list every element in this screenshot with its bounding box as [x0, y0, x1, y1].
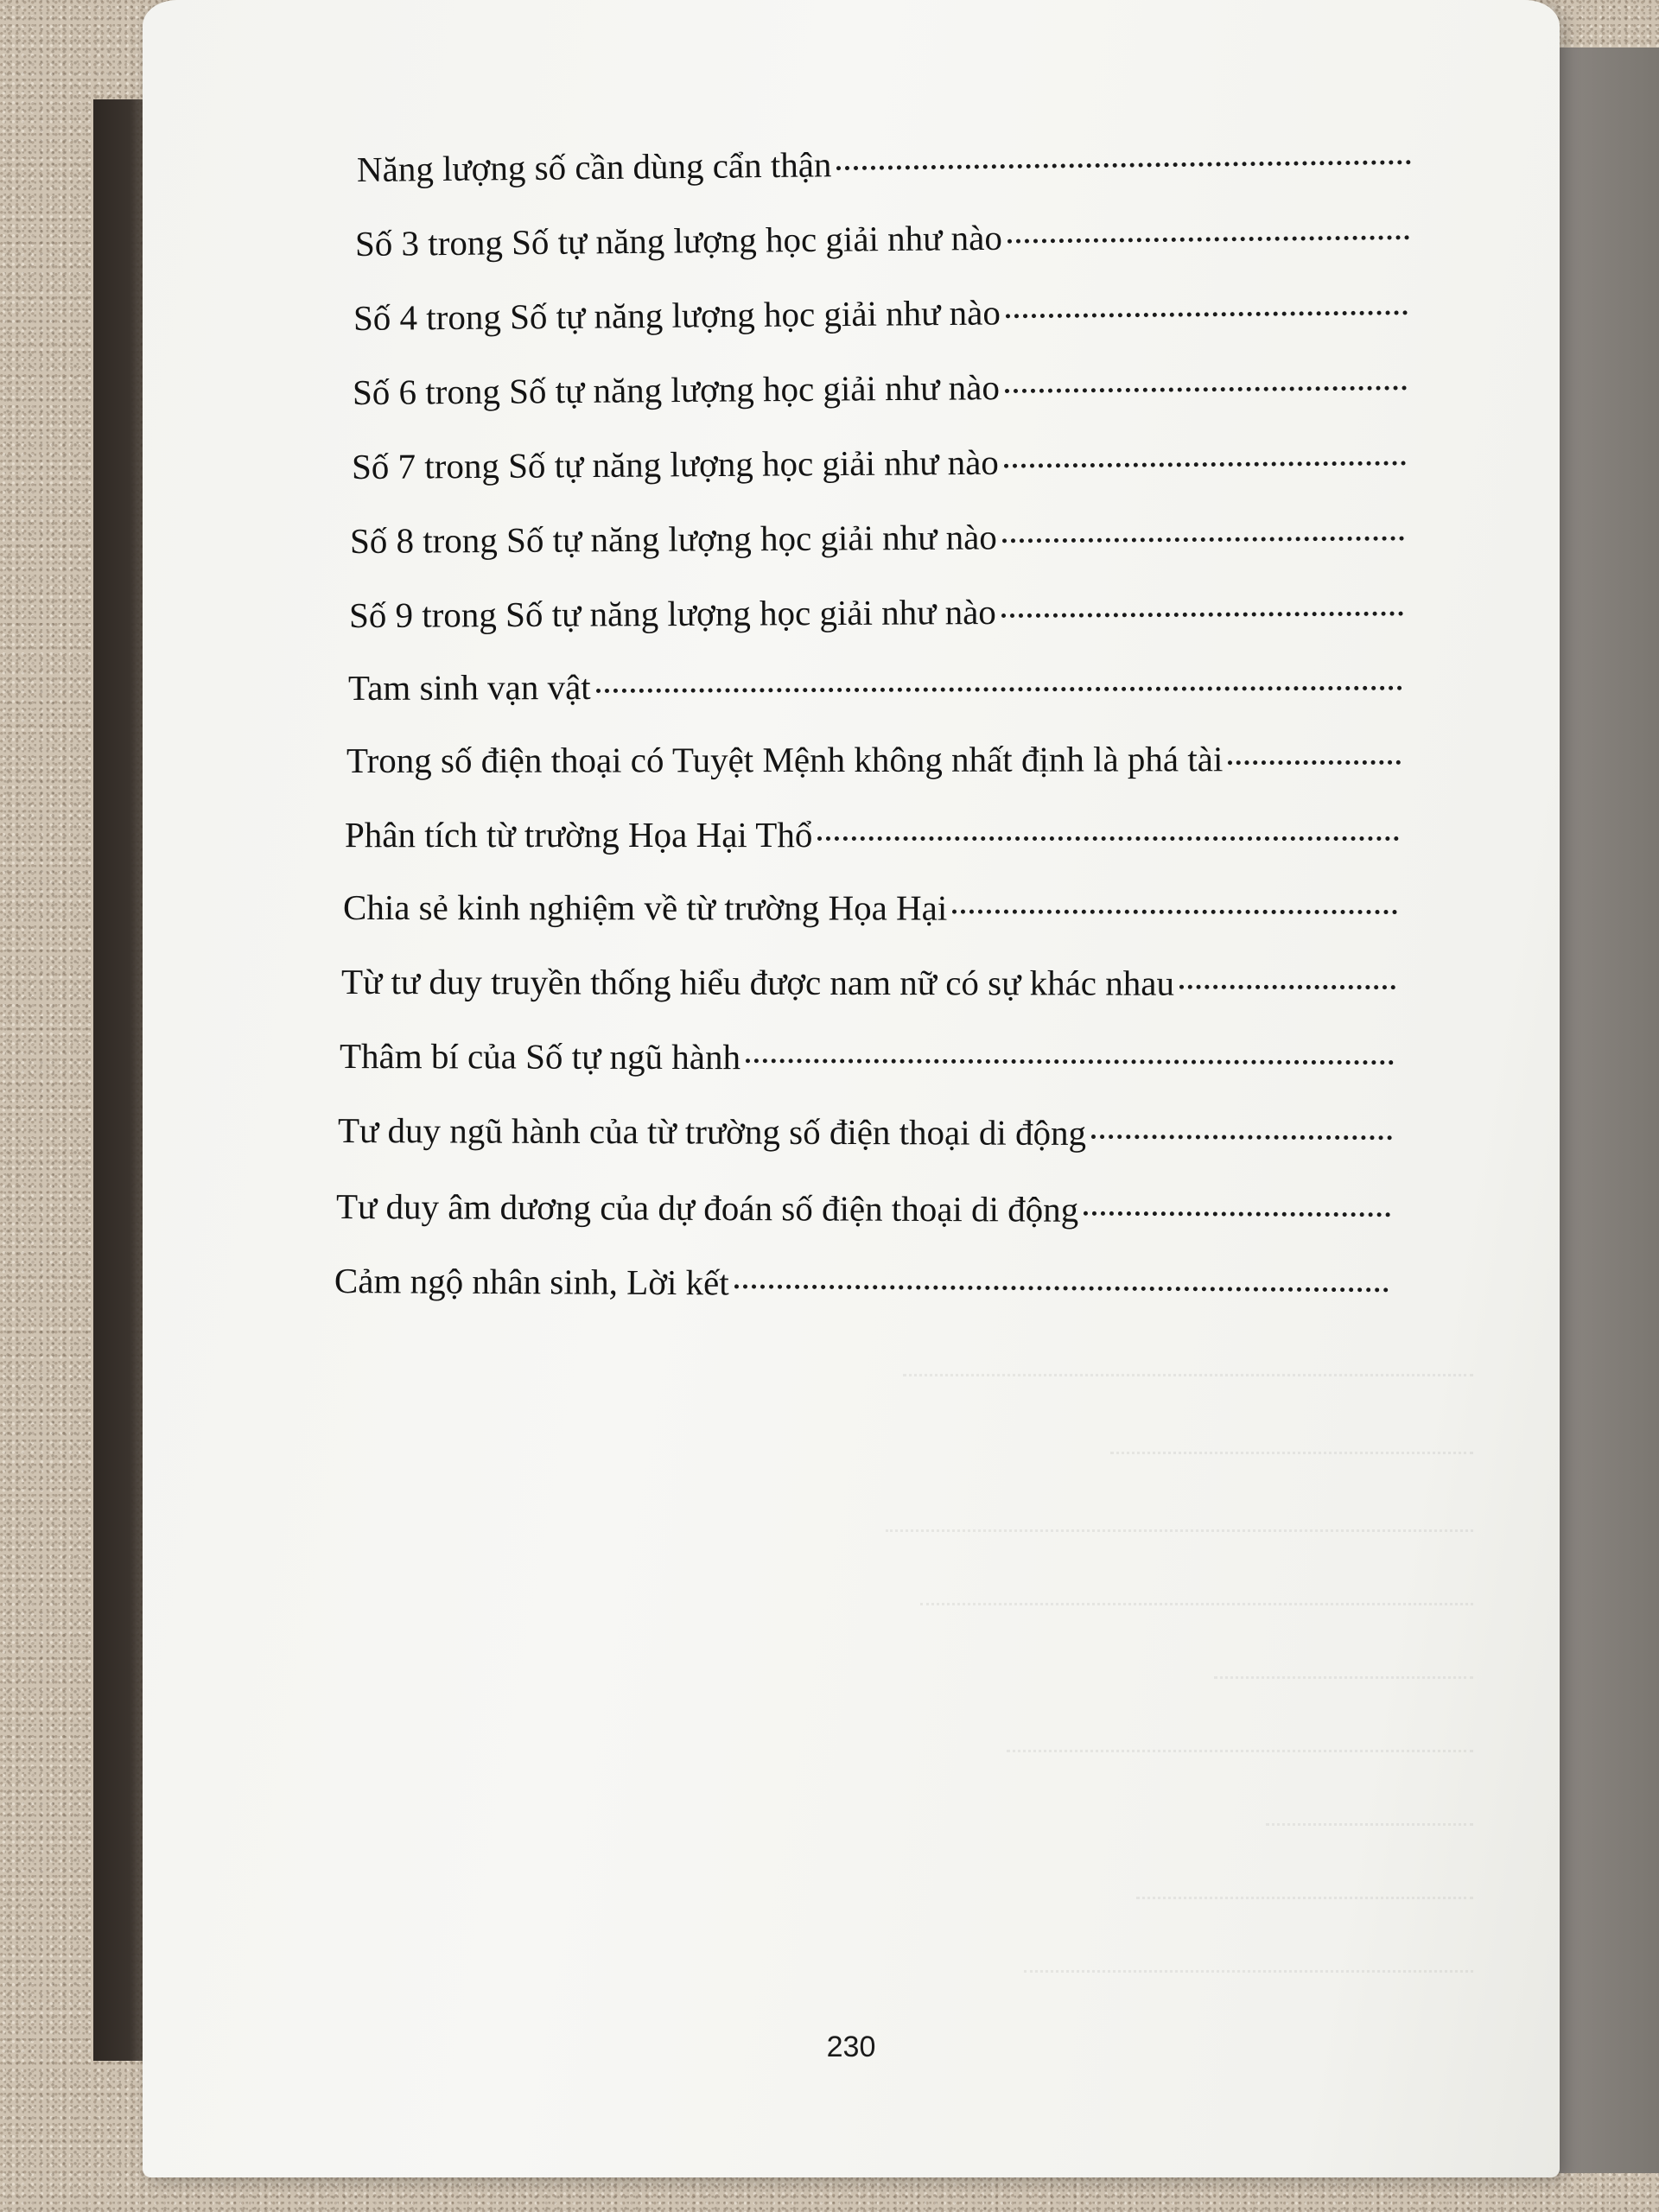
toc-entry	[341, 961, 1395, 1004]
toc-entry	[352, 438, 1406, 487]
toc-leader-dots	[1007, 235, 1409, 243]
toc-entry	[357, 137, 1411, 190]
toc-entry	[349, 589, 1403, 636]
toc-entry-title: Trong số điện thoại có Tuyệt Mệnh không nhất định là phá tài	[346, 739, 1224, 780]
toc-entry-title: Số 3 trong Số tự năng lượng học giải như nào	[354, 217, 1003, 264]
toc-entry-title: Tư duy âm dương của dự đoán số điện thoại di động	[335, 1186, 1079, 1230]
toc-entry-title: Từ tư duy truyền thống hiểu được nam nữ có sự khác nhau	[340, 962, 1175, 1003]
toc-leader-dots	[1006, 310, 1408, 318]
table-of-contents	[143, 0, 1560, 2177]
toc-leader-dots	[952, 910, 1397, 914]
book-page	[143, 0, 1560, 2177]
toc-entry-title: Số 4 trong Số tự năng lượng học giải như nào	[353, 292, 1001, 338]
toc-entry	[348, 664, 1402, 709]
toc-entry	[353, 288, 1408, 339]
toc-entry-title: Tam sinh vạn vật	[347, 667, 591, 708]
toc-leader-dots	[1004, 461, 1406, 467]
toc-leader-dots	[1179, 985, 1395, 989]
toc-leader-dots	[734, 1284, 1389, 1292]
toc-entry-title: Số 6 trong Số tự năng lượng học giải như nào	[352, 367, 1001, 412]
toc-entry	[350, 514, 1404, 562]
toc-leader-dots	[1001, 612, 1403, 618]
toc-entry-title: Số 9 trong Số tự năng lượng học giải như nào	[348, 592, 996, 635]
toc-entry	[353, 363, 1407, 413]
toc-leader-dots	[1084, 1211, 1390, 1217]
toc-entry-title: Năng lượng số cần dùng cẩn thận	[356, 144, 832, 189]
toc-leader-dots	[1005, 385, 1407, 393]
toc-entry-title: Thâm bí của Số tự ngũ hành	[339, 1036, 741, 1077]
toc-entry	[345, 814, 1399, 855]
toc-leader-dots	[1091, 1135, 1392, 1140]
toc-leader-dots	[1002, 537, 1404, 543]
toc-entry	[343, 887, 1397, 929]
toc-entry-title: Phân tích từ trường Họa Hại Thổ	[345, 815, 813, 855]
toc-entry-title: Cảm ngộ nhân sinh, Lời kết	[334, 1261, 729, 1303]
toc-entry	[334, 1260, 1389, 1306]
toc-leader-dots	[836, 160, 1411, 170]
toc-leader-dots	[746, 1058, 1394, 1065]
toc-entry-title: Số 8 trong Số tự năng lượng học giải như nào	[349, 517, 997, 561]
page-number: 230	[826, 2031, 876, 2063]
toc-entry	[338, 1109, 1392, 1154]
toc-entry-title: Chia sẻ kinh nghiệm về từ trường Họa Hại	[342, 887, 948, 928]
toc-entry-title: Tư duy ngũ hành của từ trường số điện thoại di động	[337, 1110, 1087, 1154]
toc-leader-dots	[817, 836, 1399, 841]
toc-entry	[346, 738, 1401, 781]
toc-leader-dots	[596, 686, 1402, 693]
toc-leader-dots	[1228, 760, 1401, 765]
toc-entry-title: Số 7 trong Số tự năng lượng học giải như nào	[351, 442, 1000, 486]
toc-entry	[355, 213, 1409, 264]
toc-entry	[336, 1185, 1390, 1231]
toc-entry	[340, 1035, 1394, 1079]
